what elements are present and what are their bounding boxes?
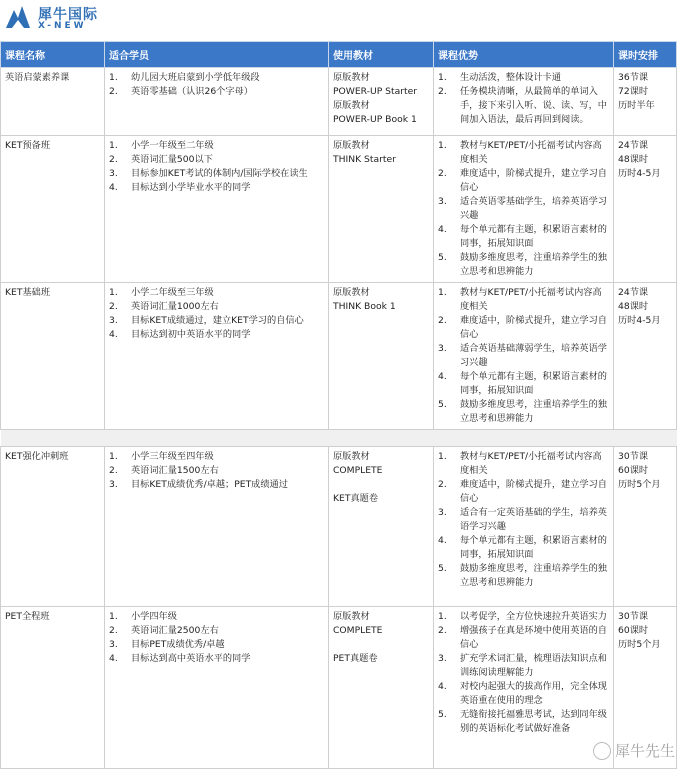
advantage-item-text: 扩充学术词汇量，梳理语法知识点和训练阅读理解能力	[460, 653, 607, 678]
student-criterion	[109, 652, 324, 666]
advantage-item	[438, 708, 609, 736]
materials-cell	[329, 68, 434, 136]
student-criterion	[109, 314, 324, 328]
advantages-cell	[434, 283, 614, 430]
course-name-cell	[1, 68, 105, 136]
schedule-line: 48课时	[618, 301, 649, 312]
list-number: 4.	[109, 182, 118, 193]
student-criterion-text: 小学四年级	[131, 611, 177, 622]
list-number: 3.	[438, 343, 447, 354]
list-number: 4.	[109, 653, 118, 664]
list-number: 4.	[438, 371, 447, 382]
course-name-cell	[1, 607, 105, 769]
list-number: 2.	[438, 315, 447, 326]
course-name: KET预备班	[5, 140, 51, 151]
advantage-item-text: 任务模块清晰，从最简单的单词入手，接下来引入听、说、读、写，中间加入语法，最后再回到阅读。	[460, 86, 607, 125]
student-criterion-text: 小学二年级至三年级	[131, 287, 214, 298]
list-number: 2.	[109, 465, 118, 476]
students-cell	[105, 136, 329, 283]
student-criterion	[109, 328, 324, 342]
student-criterion	[109, 300, 324, 314]
advantage-item	[438, 342, 609, 370]
advantage-item-text: 每个单元都有主题，积累语言素材的同事，拓展知识面	[460, 371, 607, 396]
advantages-cell	[434, 68, 614, 136]
advantage-item-text: 对校内起强大的拔高作用，完全体现英语重在使用的理念	[460, 681, 607, 706]
student-criterion-text: 目标KET成绩优秀/卓越；PET成绩通过	[131, 479, 288, 490]
list-number: 1.	[438, 72, 447, 83]
material-line: 原版教材	[333, 72, 370, 83]
advantages-cell	[434, 136, 614, 283]
advantage-item	[438, 450, 609, 478]
list-number: 3.	[109, 315, 118, 326]
table-row	[1, 283, 677, 430]
list-number: 2.	[438, 625, 447, 636]
schedule-cell	[614, 447, 677, 607]
advantage-item	[438, 71, 609, 85]
logo	[0, 0, 681, 40]
material-line: POWER-UP Book 1	[333, 114, 417, 125]
list-number: 2.	[438, 479, 447, 490]
advantage-item	[438, 478, 609, 506]
schedule-line: 48课时	[618, 154, 649, 165]
material-line: KET真题卷	[333, 493, 379, 504]
schedule-line: 24节课	[618, 140, 649, 151]
student-criterion-text: 目标达到小学毕业水平的同学	[131, 182, 251, 193]
list-number: 2.	[109, 301, 118, 312]
material-line: COMPLETE	[333, 465, 383, 476]
watermark-text: 犀牛先生	[614, 742, 675, 760]
course-name-cell	[1, 136, 105, 283]
student-criterion-text: 英语词汇量1500左右	[131, 465, 219, 476]
advantage-item	[438, 370, 609, 398]
list-number: 3.	[109, 168, 118, 179]
table-header-row	[1, 42, 677, 68]
student-criterion-text: 小学三年级至四年级	[131, 451, 214, 462]
header-advantages: 课程优势	[434, 42, 614, 68]
list-number: 2.	[438, 86, 447, 97]
list-number: 1.	[438, 287, 447, 298]
student-criterion-text: 目标PET成绩优秀/卓越	[131, 639, 225, 650]
advantage-item	[438, 610, 609, 624]
materials-cell	[329, 283, 434, 430]
table-row	[1, 136, 677, 283]
advantage-item	[438, 139, 609, 167]
list-number: 1.	[109, 287, 118, 298]
list-number: 3.	[109, 639, 118, 650]
list-number: 4.	[438, 535, 447, 546]
course-name-cell	[1, 283, 105, 430]
students-cell	[105, 447, 329, 607]
student-criterion	[109, 139, 324, 153]
students-cell	[105, 68, 329, 136]
schedule-line: 60课时	[618, 465, 649, 476]
materials-cell	[329, 447, 434, 607]
students-cell	[105, 607, 329, 769]
advantages-cell	[434, 607, 614, 769]
advantage-item	[438, 85, 609, 127]
list-number: 1.	[109, 72, 118, 83]
wechat-icon	[593, 742, 611, 760]
header-materials: 使用教材	[329, 42, 434, 68]
advantage-item-text: 鼓励多维度思考，注重培养学生的独立思考和思辨能力	[460, 252, 607, 277]
advantage-item	[438, 286, 609, 314]
list-number: 5.	[438, 399, 447, 410]
list-number: 5.	[438, 709, 447, 720]
advantage-item	[438, 195, 609, 223]
list-number: 2.	[109, 625, 118, 636]
student-criterion-text: 英语词汇量2500左右	[131, 625, 219, 636]
schedule-cell	[614, 68, 677, 136]
course-name: 英语启蒙素养课	[5, 72, 70, 83]
advantage-item	[438, 652, 609, 680]
advantage-item-text: 难度适中，阶梯式提升，建立学习自信心	[460, 168, 607, 193]
material-line: COMPLETE	[333, 625, 383, 636]
advantage-item-text: 适合英语零基础学生，培养英语学习兴趣	[460, 196, 607, 221]
schedule-cell	[614, 283, 677, 430]
student-criterion-text: 英语词汇量1000左右	[131, 301, 219, 312]
student-criterion	[109, 610, 324, 624]
table-row	[1, 607, 677, 769]
schedule-line: 60课时	[618, 625, 649, 636]
material-line: 原版教材	[333, 100, 370, 111]
logo-english-name: X-NEW	[38, 21, 87, 31]
schedule-cell	[614, 136, 677, 283]
student-criterion	[109, 153, 324, 167]
list-number: 5.	[438, 252, 447, 263]
student-criterion	[109, 85, 324, 99]
students-cell	[105, 283, 329, 430]
student-criterion-text: 幼儿园大班启蒙到小学低年级段	[131, 72, 260, 83]
student-criterion	[109, 624, 324, 638]
student-criterion	[109, 464, 324, 478]
advantage-item	[438, 534, 609, 562]
list-number: 1.	[438, 451, 447, 462]
list-number: 3.	[438, 196, 447, 207]
advantage-item-text: 鼓励多维度思考，注重培养学生的独立思考和思辨能力	[460, 563, 607, 588]
advantage-item-text: 教材与KET/PET/小托福考试内容高度相关	[460, 287, 602, 312]
advantage-item-text: 以考促学，全方位快速拉升英语实力	[460, 611, 607, 622]
list-number: 1.	[109, 140, 118, 151]
schedule-line: 72课时	[618, 86, 649, 97]
header-students: 适合学员	[105, 42, 329, 68]
advantage-item-text: 增强孩子在真是环境中使用英语的自信心	[460, 625, 607, 650]
list-number: 1.	[438, 611, 447, 622]
list-number: 3.	[438, 653, 447, 664]
advantage-item-text: 鼓励多维度思考，注重培养学生的独立思考和思辨能力	[460, 399, 607, 424]
list-number: 1.	[109, 611, 118, 622]
student-criterion-text: 英语零基础（认识26个字母）	[131, 86, 253, 97]
course-name: KET强化冲刺班	[5, 451, 69, 462]
student-criterion-text: 目标参加KET考试的体制内/国际学校在读生	[131, 168, 308, 179]
material-line: THINK Starter	[333, 154, 396, 165]
material-line: 原版教材	[333, 611, 370, 622]
advantage-item	[438, 251, 609, 279]
watermark	[593, 740, 675, 761]
advantage-item-text: 每个单元都有主题，积累语言素材的同事，拓展知识面	[460, 535, 607, 560]
course-table	[0, 41, 677, 769]
list-number: 4.	[109, 329, 118, 340]
advantage-item-text: 生动活泼，整体设计卡通	[460, 72, 562, 83]
material-line: POWER-UP Starter	[333, 86, 418, 97]
advantage-item	[438, 680, 609, 708]
advantages-cell	[434, 447, 614, 607]
advantage-item	[438, 398, 609, 426]
student-criterion	[109, 167, 324, 181]
course-name: KET基础班	[5, 287, 51, 298]
advantage-item	[438, 223, 609, 251]
student-criterion	[109, 71, 324, 85]
schedule-line: 36节课	[618, 72, 649, 83]
student-criterion	[109, 478, 324, 492]
schedule-line: 历时5个月	[618, 479, 661, 490]
student-criterion-text: 英语词汇量500以下	[131, 154, 213, 165]
schedule-line: 30节课	[618, 611, 649, 622]
student-criterion-text: 目标KET成绩通过，建立KET学习的自信心	[131, 315, 304, 326]
list-number: 2.	[109, 86, 118, 97]
list-number: 4.	[438, 681, 447, 692]
material-line: 原版教材	[333, 287, 370, 298]
list-number: 4.	[438, 224, 447, 235]
material-line	[333, 638, 429, 652]
advantage-item-text: 难度适中，阶梯式提升，建立学习自信心	[460, 479, 607, 504]
schedule-line: 30节课	[618, 451, 649, 462]
header-schedule: 课时安排	[614, 42, 677, 68]
advantage-item-text: 适合英语基础薄弱学生，培养英语学习兴趣	[460, 343, 607, 368]
list-number: 5.	[438, 563, 447, 574]
course-name-cell	[1, 447, 105, 607]
advantage-item	[438, 506, 609, 534]
advantage-item	[438, 167, 609, 195]
advantage-item	[438, 624, 609, 652]
advantage-item-text: 教材与KET/PET/小托福考试内容高度相关	[460, 140, 602, 165]
student-criterion-text: 目标达到初中英语水平的同学	[131, 329, 251, 340]
list-number: 1.	[109, 451, 118, 462]
student-criterion-text: 目标达到高中英语水平的同学	[131, 653, 251, 664]
advantage-item-text: 适合有一定英语基础的学生，培养英语学习兴趣	[460, 507, 607, 532]
course-name: PET全程班	[5, 611, 50, 622]
list-number: 2.	[438, 168, 447, 179]
material-line: 原版教材	[333, 451, 370, 462]
schedule-line: 历时4-5月	[618, 315, 661, 326]
table-row	[1, 447, 677, 607]
materials-cell	[329, 136, 434, 283]
advantage-item	[438, 314, 609, 342]
advantage-item-text: 无缝衔接托福雅思考试，达到同年级别的英语标化考试做好准备	[460, 709, 607, 734]
student-criterion	[109, 450, 324, 464]
student-criterion	[109, 638, 324, 652]
advantage-item-text: 教材与KET/PET/小托福考试内容高度相关	[460, 451, 602, 476]
section-gap	[1, 430, 677, 447]
material-line: THINK Book 1	[333, 301, 396, 312]
material-line: PET真题卷	[333, 653, 378, 664]
advantage-item-text: 难度适中，阶梯式提升，建立学习自信心	[460, 315, 607, 340]
materials-cell	[329, 607, 434, 769]
material-line: 原版教材	[333, 140, 370, 151]
list-number: 3.	[438, 507, 447, 518]
list-number: 1.	[438, 140, 447, 151]
list-number: 2.	[109, 154, 118, 165]
schedule-line: 历时4-5月	[618, 168, 661, 179]
rhino-logo-icon	[4, 4, 32, 30]
schedule-line: 历时半年	[618, 100, 655, 111]
student-criterion	[109, 181, 324, 195]
advantage-item	[438, 562, 609, 590]
schedule-line: 24节课	[618, 287, 649, 298]
list-number: 3.	[109, 479, 118, 490]
schedule-line: 历时5个月	[618, 639, 661, 650]
student-criterion	[109, 286, 324, 300]
header-course-name: 课程名称	[1, 42, 105, 68]
advantage-item-text: 每个单元都有主题，积累语言素材的同事，拓展知识面	[460, 224, 607, 249]
logo-chinese-name: 犀牛国际	[38, 7, 98, 23]
table-row	[1, 68, 677, 136]
student-criterion-text: 小学一年级至二年级	[131, 140, 214, 151]
material-line	[333, 478, 429, 492]
